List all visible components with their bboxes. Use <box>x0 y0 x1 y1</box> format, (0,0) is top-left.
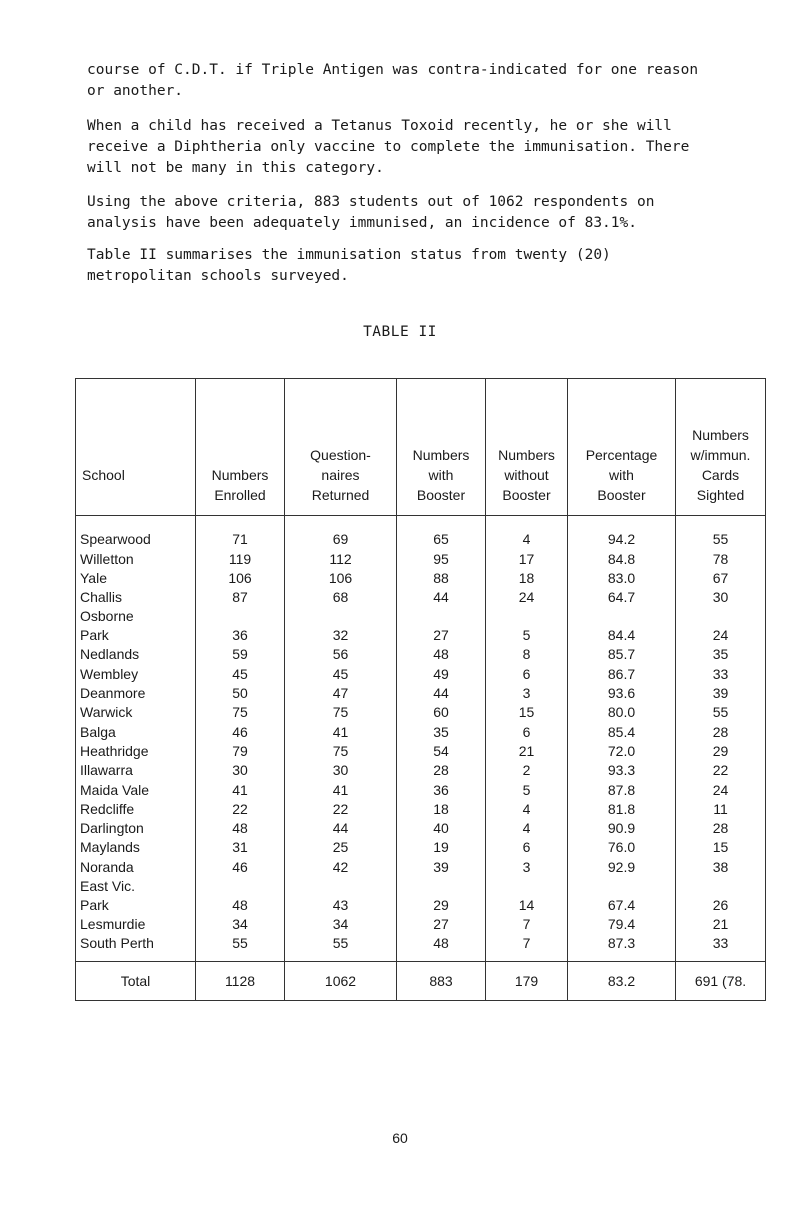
table-cell: 14 <box>486 877 568 915</box>
total-cell: 1062 <box>285 962 397 1001</box>
table-cell: 28 <box>397 761 486 780</box>
total-cell: 83.2 <box>568 962 676 1001</box>
table-cell: 50 <box>196 684 285 703</box>
table-cell: 24 <box>486 588 568 607</box>
table-row <box>76 664 766 683</box>
table-cell: 60 <box>397 703 486 722</box>
table-cell: 4 <box>486 800 568 819</box>
table-cell: 30 <box>285 761 397 780</box>
total-cell: 691 (78. <box>676 962 766 1001</box>
table-cell: 22 <box>676 761 766 780</box>
table-cell: 87 <box>196 588 285 607</box>
table-cell: 55 <box>676 703 766 722</box>
header-cards-sighted: Numbers w/immun. Cards Sighted <box>676 379 766 516</box>
table-cell: 40 <box>397 819 486 838</box>
table-cell: 67 <box>676 569 766 588</box>
table-cell: 55 <box>676 516 766 550</box>
table-cell: 8 <box>486 645 568 664</box>
table-cell: 29 <box>397 877 486 915</box>
school-name-cell: South Perth <box>76 934 196 962</box>
school-name-cell: Lesmurdie <box>76 915 196 934</box>
table-cell: 35 <box>397 722 486 741</box>
table-cell: 78 <box>676 549 766 568</box>
table-row <box>76 549 766 568</box>
paragraph-tetanus: When a child has received a Tetanus Toxoid recently, he or she will receive a Diphtheria only vaccine to complete the immunisation. There will not be many in this category. <box>87 118 690 176</box>
table-cell: 2 <box>486 761 568 780</box>
immunisation-table <box>75 378 766 1001</box>
header-with-booster: Numbers with Booster <box>397 379 486 516</box>
table-cell: 90.9 <box>568 819 676 838</box>
school-name-cell: Osborne Park <box>76 607 196 645</box>
school-name-cell: East Vic. Park <box>76 877 196 915</box>
table-cell: 112 <box>285 549 397 568</box>
table-cell: 30 <box>676 588 766 607</box>
total-label: Total <box>76 962 196 1001</box>
table-cell: 87.3 <box>568 934 676 962</box>
table-cell: 76.0 <box>568 838 676 857</box>
table-cell: 92.9 <box>568 857 676 876</box>
table-cell: 84.4 <box>568 607 676 645</box>
table-cell: 3 <box>486 684 568 703</box>
header-school: School <box>76 379 196 516</box>
school-name-cell: Maylands <box>76 838 196 857</box>
table-cell: 39 <box>397 857 486 876</box>
table-row <box>76 780 766 799</box>
table-cell: 88 <box>397 569 486 588</box>
table-cell: 41 <box>285 780 397 799</box>
table-cell: 85.7 <box>568 645 676 664</box>
paragraph-criteria: Using the above criteria, 883 students out of 1062 respondents on analysis have been adequately immunised, an incidence of 83.1%. <box>87 194 655 231</box>
school-name-cell: Balga <box>76 722 196 741</box>
table-cell: 79 <box>196 742 285 761</box>
table-row <box>76 857 766 876</box>
table-cell: 93.6 <box>568 684 676 703</box>
school-name-cell: Illawarra <box>76 761 196 780</box>
table-cell: 55 <box>285 934 397 962</box>
total-row <box>76 962 766 1001</box>
table-row <box>76 569 766 588</box>
school-name-cell: Maida Vale <box>76 780 196 799</box>
table-cell: 67.4 <box>568 877 676 915</box>
table-cell: 85.4 <box>568 722 676 741</box>
table-cell: 21 <box>676 915 766 934</box>
table-cell: 25 <box>285 838 397 857</box>
table-cell: 6 <box>486 722 568 741</box>
total-cell: 179 <box>486 962 568 1001</box>
table-row <box>76 819 766 838</box>
table-row <box>76 742 766 761</box>
table-cell: 39 <box>676 684 766 703</box>
table-cell: 64.7 <box>568 588 676 607</box>
paragraph-table-intro: Table II summarises the immunisation status from twenty (20) metropolitan schools surveyed. <box>87 247 611 284</box>
table-cell: 24 <box>676 780 766 799</box>
table-cell: 18 <box>397 800 486 819</box>
header-questionnaires: Question- naires Returned <box>285 379 397 516</box>
table-cell: 48 <box>196 819 285 838</box>
table-cell: 46 <box>196 857 285 876</box>
header-enrolled: Numbers Enrolled <box>196 379 285 516</box>
total-cell: 1128 <box>196 962 285 1001</box>
table-cell: 80.0 <box>568 703 676 722</box>
school-name-cell: Spearwood <box>76 516 196 550</box>
table-cell: 34 <box>196 915 285 934</box>
table-cell: 27 <box>397 915 486 934</box>
table-cell: 33 <box>676 664 766 683</box>
table-row <box>76 607 766 645</box>
table-row <box>76 934 766 962</box>
table-cell: 81.8 <box>568 800 676 819</box>
school-name-cell: Nedlands <box>76 645 196 664</box>
table-cell: 94.2 <box>568 516 676 550</box>
table-cell: 68 <box>285 588 397 607</box>
table-cell: 5 <box>486 607 568 645</box>
table-cell: 35 <box>676 645 766 664</box>
table-cell: 55 <box>196 934 285 962</box>
total-cell: 883 <box>397 962 486 1001</box>
table-cell: 22 <box>285 800 397 819</box>
table-row <box>76 684 766 703</box>
table-row <box>76 722 766 741</box>
page-number: 60 <box>392 1130 408 1146</box>
table-row <box>76 645 766 664</box>
table-cell: 36 <box>397 780 486 799</box>
school-name-cell: Heathridge <box>76 742 196 761</box>
table-cell: 59 <box>196 645 285 664</box>
table-cell: 44 <box>285 819 397 838</box>
table-cell: 75 <box>196 703 285 722</box>
table-caption: TABLE II <box>363 324 437 340</box>
table-cell: 106 <box>196 569 285 588</box>
table-row <box>76 877 766 915</box>
table-cell: 33 <box>676 934 766 962</box>
table-cell: 75 <box>285 742 397 761</box>
table-cell: 29 <box>676 742 766 761</box>
table-cell: 71 <box>196 516 285 550</box>
table-cell: 43 <box>285 877 397 915</box>
table-cell: 119 <box>196 549 285 568</box>
school-name-cell: Challis <box>76 588 196 607</box>
table-header-row <box>76 379 766 516</box>
table-cell: 28 <box>676 819 766 838</box>
table-cell: 69 <box>285 516 397 550</box>
table-cell: 48 <box>397 934 486 962</box>
table-cell: 11 <box>676 800 766 819</box>
table-cell: 19 <box>397 838 486 857</box>
table-row <box>76 703 766 722</box>
school-name-cell: Willetton <box>76 549 196 568</box>
table-cell: 48 <box>397 645 486 664</box>
table-row <box>76 838 766 857</box>
table-cell: 83.0 <box>568 569 676 588</box>
table-cell: 15 <box>486 703 568 722</box>
table-cell: 27 <box>397 607 486 645</box>
table-row <box>76 588 766 607</box>
table-cell: 86.7 <box>568 664 676 683</box>
table-cell: 18 <box>486 569 568 588</box>
table-cell: 41 <box>285 722 397 741</box>
header-without-booster: Numbers without Booster <box>486 379 568 516</box>
table-cell: 49 <box>397 664 486 683</box>
table-cell: 45 <box>196 664 285 683</box>
table-cell: 17 <box>486 549 568 568</box>
table-cell: 22 <box>196 800 285 819</box>
table-cell: 21 <box>486 742 568 761</box>
school-name-cell: Darlington <box>76 819 196 838</box>
table-cell: 6 <box>486 664 568 683</box>
table-cell: 84.8 <box>568 549 676 568</box>
table-cell: 46 <box>196 722 285 741</box>
table-cell: 3 <box>486 857 568 876</box>
table-row <box>76 915 766 934</box>
paragraph-cdt: course of C.D.T. if Triple Antigen was contra-indicated for one reason or another. <box>87 62 699 99</box>
table-cell: 41 <box>196 780 285 799</box>
table-cell: 79.4 <box>568 915 676 934</box>
header-percentage: Percentage with Booster <box>568 379 676 516</box>
table-cell: 47 <box>285 684 397 703</box>
table-cell: 4 <box>486 819 568 838</box>
table-cell: 38 <box>676 857 766 876</box>
table-cell: 31 <box>196 838 285 857</box>
table-cell: 28 <box>676 722 766 741</box>
table-cell: 7 <box>486 915 568 934</box>
school-name-cell: Noranda <box>76 857 196 876</box>
table-cell: 48 <box>196 877 285 915</box>
table-cell: 65 <box>397 516 486 550</box>
table-cell: 93.3 <box>568 761 676 780</box>
table-body <box>76 516 766 962</box>
school-name-cell: Yale <box>76 569 196 588</box>
table-cell: 32 <box>285 607 397 645</box>
table-row <box>76 516 766 550</box>
table-cell: 56 <box>285 645 397 664</box>
table-cell: 36 <box>196 607 285 645</box>
table-cell: 106 <box>285 569 397 588</box>
table-cell: 42 <box>285 857 397 876</box>
table-cell: 24 <box>676 607 766 645</box>
table-cell: 45 <box>285 664 397 683</box>
table-cell: 75 <box>285 703 397 722</box>
table-cell: 72.0 <box>568 742 676 761</box>
table-cell: 44 <box>397 684 486 703</box>
table-cell: 5 <box>486 780 568 799</box>
table-cell: 54 <box>397 742 486 761</box>
table-cell: 4 <box>486 516 568 550</box>
table-cell: 26 <box>676 877 766 915</box>
table-cell: 44 <box>397 588 486 607</box>
table-row <box>76 761 766 780</box>
table-row <box>76 800 766 819</box>
school-name-cell: Redcliffe <box>76 800 196 819</box>
table-cell: 6 <box>486 838 568 857</box>
table-cell: 34 <box>285 915 397 934</box>
table-cell: 7 <box>486 934 568 962</box>
school-name-cell: Deanmore <box>76 684 196 703</box>
table-cell: 15 <box>676 838 766 857</box>
table-cell: 95 <box>397 549 486 568</box>
school-name-cell: Wembley <box>76 664 196 683</box>
table-cell: 30 <box>196 761 285 780</box>
school-name-cell: Warwick <box>76 703 196 722</box>
table-cell: 87.8 <box>568 780 676 799</box>
